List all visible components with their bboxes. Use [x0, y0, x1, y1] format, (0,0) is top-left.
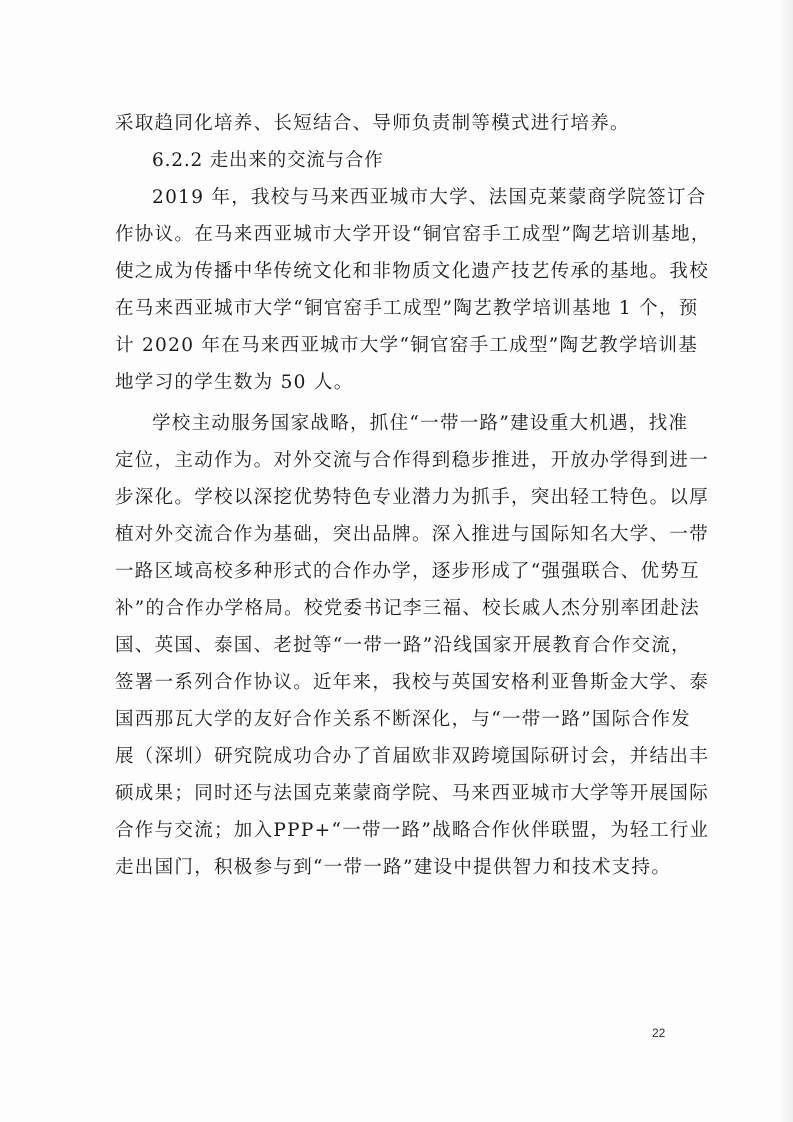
paragraph-line: 国、英国、泰国、老挝等“一带一路”沿线国家开展教育合作交流，: [115, 635, 691, 656]
page-body: [115, 105, 711, 886]
paragraph-line: 补”的合作办学格局。校党委书记李三福、校长戚人杰分别率团赴法: [115, 598, 700, 619]
page-number: 22: [652, 1026, 666, 1040]
paragraph-line: 签署一系列合作协议。近年来，我校与英国安格利亚鲁斯金大学、泰: [115, 672, 710, 693]
section-heading: 6.2.2 走出来的交流与合作: [152, 150, 384, 171]
paragraph-line: 计 2020 年在马来西亚城市大学“铜官窑手工成型”陶艺教学培训基: [115, 335, 699, 356]
paragraph-line: 2019 年，我校与马来西亚城市大学、法国克莱蒙商学院签订合: [152, 187, 707, 208]
paragraph-line: 在马来西亚城市大学“铜官窑手工成型”陶艺教学培训基地 1 个，预: [115, 298, 699, 319]
paragraph-line: 合作与交流；加入PPP+“一带一路”战略合作伙伴联盟，为轻工行业: [115, 820, 710, 841]
page-edge-shadow: [779, 0, 793, 1122]
paragraph-line: 作协议。在马来西亚城市大学开设“铜官窑手工成型”陶艺培训基地，: [115, 224, 711, 245]
paragraph-line: 国西那瓦大学的友好合作关系不断深化，与“一带一路”国际合作发: [115, 709, 691, 730]
paragraph-line: 使之成为传播中华传统文化和非物质文化遗产技艺传承的基地。我校: [115, 261, 710, 282]
paragraph-line: 一路区域高校多种形式的合作办学，逐步形成了“强强联合、优势互: [115, 561, 700, 582]
paragraph-line: 地学习的学生数为 50 人。: [115, 372, 354, 393]
paragraph-line: 走出国门，积极参与到“一带一路”建设中提供智力和技术支持。: [115, 857, 672, 878]
paragraph-line: 植对外交流合作为基础，突出品牌。深入推进与国际知名大学、一带: [115, 524, 710, 545]
paragraph-line: 学校主动服务国家战略，抓住“一带一路”建设重大机遇，找准: [152, 413, 689, 434]
paragraph-line: 展（深圳）研究院成功合办了首届欧非双跨境国际研讨会，并结出丰: [115, 746, 710, 767]
paragraph-line: 硕成果；同时还与法国克莱蒙商学院、马来西亚城市大学等开展国际: [115, 783, 710, 804]
paragraph-line: 采取趋同化培养、长短结合、导师负责制等模式进行培养。: [115, 113, 630, 134]
paragraph-line: 步深化。学校以深挖优势特色专业潜力为抓手，突出轻工特色。以厚: [115, 487, 710, 508]
paragraph-line: 定位，主动作为。对外交流与合作得到稳步推进，开放办学得到进一: [115, 450, 710, 471]
